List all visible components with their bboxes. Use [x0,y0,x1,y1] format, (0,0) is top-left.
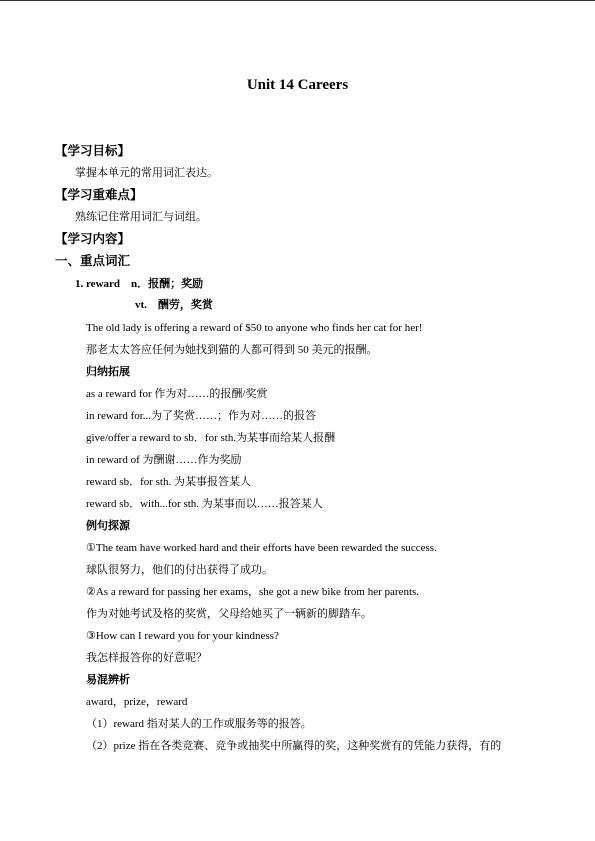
phrase-item: reward sb．with...for sth. 为某事而以……报答某人 [86,498,323,510]
example-translation: 球队很努力，他们的付出获得了成功。 [86,564,273,576]
example-chinese: 那老太太答应任何为她找到猫的人都可得到 50 美元的报酬。 [86,344,378,356]
example-sentence: ②As a reward for passing her exams，she got a new bike from her parents. [86,586,420,598]
page-top-border [0,0,595,1]
part-heading-vocab: 一、重点词汇 [55,254,131,268]
entry-word: 1. reward [75,278,121,290]
entry-def-noun: n．报酬；奖励 [131,278,204,290]
section-heading-goal: 【学习目标】 [55,144,131,158]
confusion-words: award，prize，reward [86,696,188,708]
example-translation: 作为对她考试及格的奖赏，父母给她买了一辆新的脚踏车。 [86,608,372,620]
section-heading-content: 【学习内容】 [55,232,131,246]
phrase-item: give/offer a reward to sb．for sth.为某事而给某人报酬 [86,432,336,444]
example-translation: 我怎样报答你的好意呢？ [86,652,207,664]
confusion-note: （2）prize 指在各类竞赛、竞争或抽奖中所赢得的奖，这种奖赏有的凭能力获得，有的 [86,740,502,752]
section-text-keypoints: 熟练记住常用词汇与词组。 [75,211,207,223]
phrase-item: in reward for...为了奖赏……；作为对……的报答 [86,410,317,422]
subheading-examples: 例句探源 [86,520,130,532]
phrase-item: as a reward for 作为对……的报酬/奖赏 [86,388,268,400]
phrase-item: in reward of 为酬谢……作为奖励 [86,454,242,466]
section-text-goal: 掌握本单元的常用词汇表达。 [75,167,218,179]
example-sentence: ①The team have worked hard and their efforts have been rewarded the success. [86,542,437,554]
example-english: The old lady is offering a reward of $50 to anyone who finds her cat for her! [86,322,423,334]
subheading-expand: 归纳拓展 [86,366,130,378]
subheading-confusion: 易混辨析 [86,674,130,686]
phrase-item: reward sb．for sth. 为某事报答某人 [86,476,251,488]
section-heading-keypoints: 【学习重难点】 [55,188,143,202]
entry-def-verb: vt. 酬劳，奖赏 [135,299,213,311]
page-title: Unit 14 Careers [246,77,349,93]
confusion-note: （1）reward 指对某人的工作或服务等的报答。 [86,718,312,730]
example-sentence: ③How can I reward you for your kindness? [86,630,279,642]
entry-headword [75,277,203,291]
